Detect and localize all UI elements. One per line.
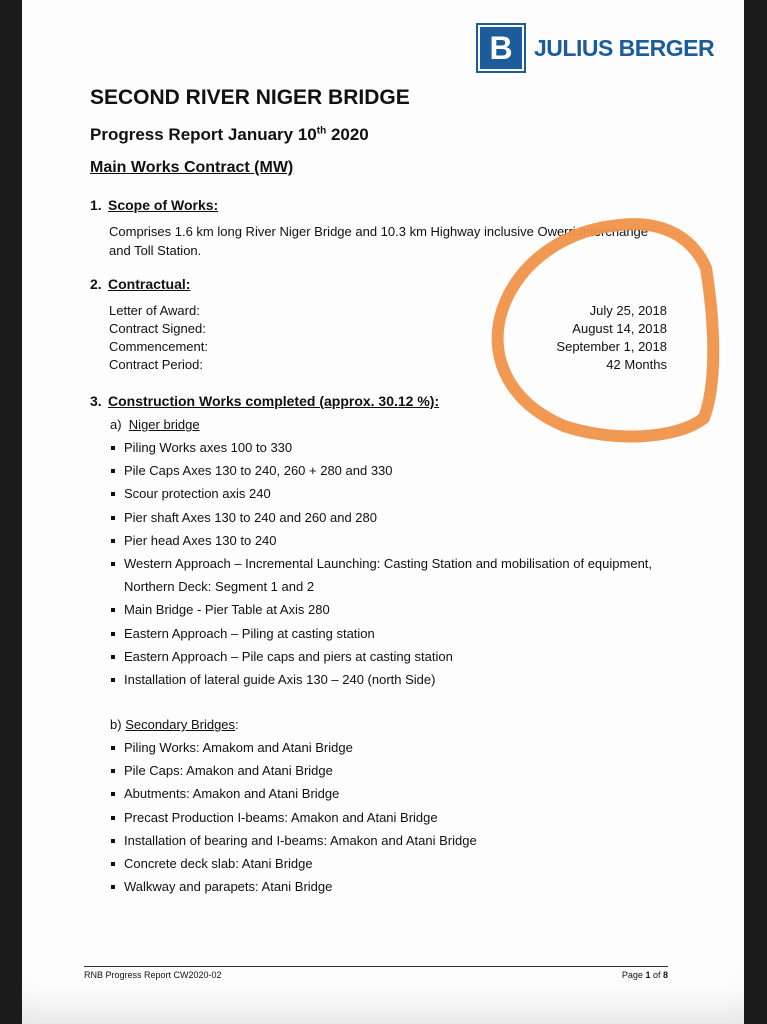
commencement-label: Commencement:: [109, 339, 208, 354]
list-item: Installation of bearing and I-beams: Amakon and Atani Bridge: [110, 829, 477, 852]
list-item: Eastern Approach – Piling at casting station: [110, 622, 652, 645]
list-item: Scour protection axis 240: [110, 482, 652, 505]
section-construction-heading: 3. Construction Works completed (approx. 30.12 %):: [90, 393, 440, 409]
footer-page-number: Page 1 of 8: [621, 970, 668, 980]
signed-date: August 14, 2018: [572, 321, 667, 336]
list-item: Pile Caps: Amakon and Atani Bridge: [110, 759, 477, 782]
signed-label: Contract Signed:: [109, 321, 206, 336]
list-item: Pile Caps Axes 130 to 240, 260 + 280 and 330: [110, 459, 652, 482]
report-subtitle: Progress Report January 10th 2020: [90, 125, 369, 144]
period-label: Contract Period:: [109, 357, 203, 372]
list-item: Pier shaft Axes 130 to 240 and 260 and 280: [110, 506, 652, 529]
list-item: Piling Works axes 100 to 330: [110, 436, 652, 459]
logo-mark: B: [478, 25, 524, 71]
list-item: Concrete deck slab: Atani Bridge: [110, 852, 477, 875]
list-item: Piling Works: Amakom and Atani Bridge: [110, 736, 477, 759]
list-item: Installation of lateral guide Axis 130 – 240 (north Side): [110, 668, 652, 691]
scope-line: and Toll Station.: [109, 243, 202, 258]
subsection-secondary-bridges: b) Secondary Bridges:: [110, 717, 239, 732]
list-item: Main Bridge - Pier Table at Axis 280: [110, 598, 652, 621]
list-item: Western Approach – Incremental Launching: Casting Station and mobilisation of equipment,: [110, 552, 652, 575]
list-item: Precast Production I-beams: Amakon and Atani Bridge: [110, 806, 477, 829]
footer-report-id: RNB Progress Report CW2020-02: [84, 970, 222, 980]
annotation-stroke: [498, 224, 714, 436]
award-label: Letter of Award:: [109, 303, 200, 318]
list-item: Walkway and parapets: Atani Bridge: [110, 875, 477, 898]
subsection-niger-bridge: a) Niger bridge: [110, 417, 200, 432]
list-item-continuation: Northern Deck: Segment 1 and 2: [124, 579, 315, 595]
section-contractual-heading: 2. Contractual:: [90, 276, 191, 292]
list-item: Pier head Axes 130 to 240: [110, 529, 652, 552]
list-item: Eastern Approach – Pile caps and piers at casting station: [110, 645, 652, 668]
list-item: Abutments: Amakon and Atani Bridge: [110, 782, 477, 805]
logo-wordmark: JULIUS BERGER: [534, 34, 715, 61]
scope-line: Comprises 1.6 km long River Niger Bridge and 10.3 km Highway inclusive Owerri Interchange: [109, 224, 649, 239]
page-title: SECOND RIVER NIGER BRIDGE: [90, 86, 410, 109]
contract-heading: Main Works Contract (MW): [90, 159, 294, 176]
period-value: 42 Months: [606, 357, 667, 372]
commencement-date: September 1, 2018: [556, 339, 667, 354]
section-scope-heading: 1. Scope of Works:: [90, 197, 219, 213]
award-date: July 25, 2018: [589, 303, 667, 318]
